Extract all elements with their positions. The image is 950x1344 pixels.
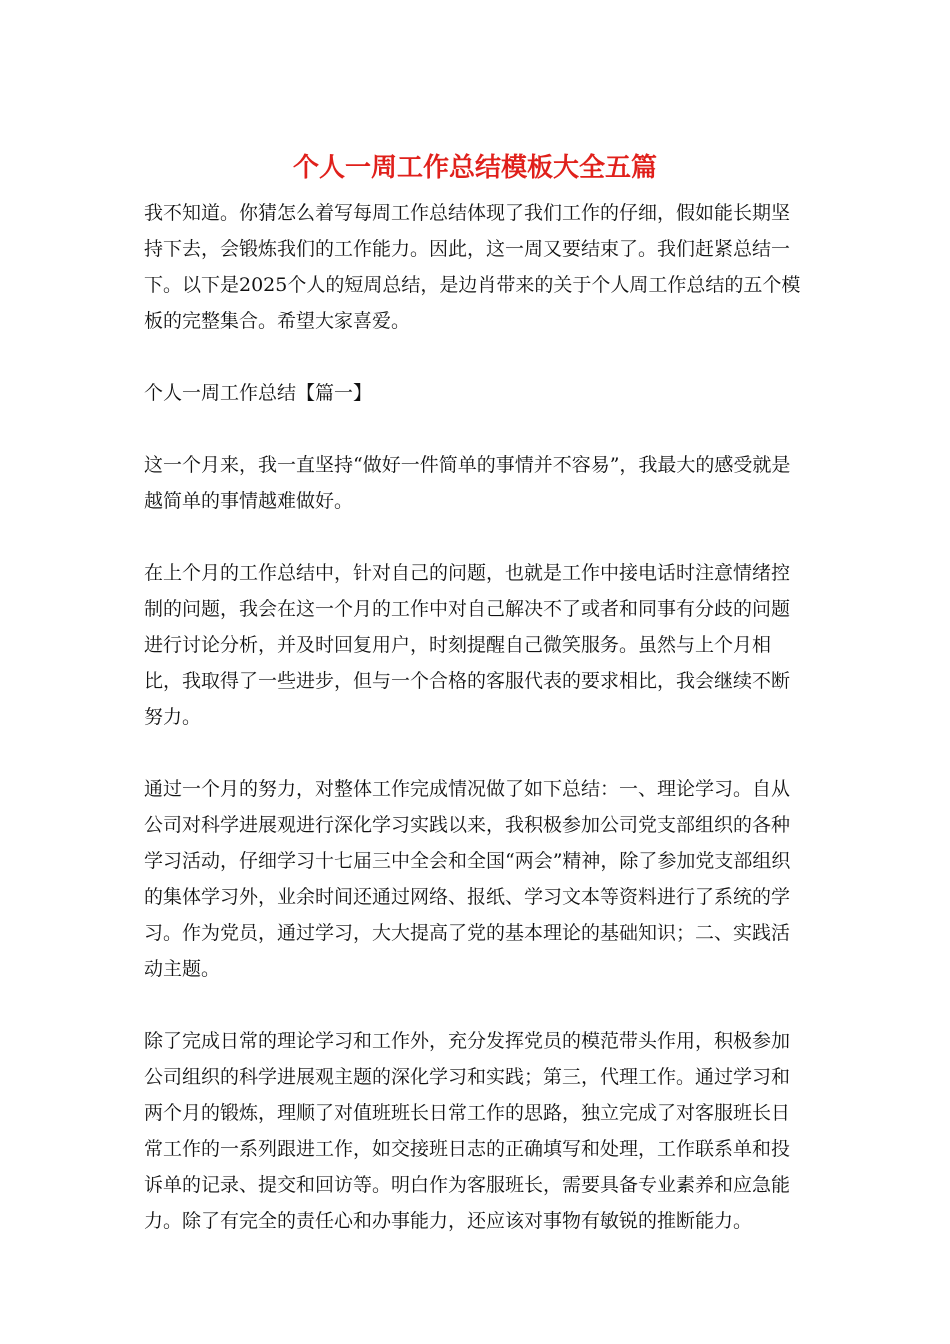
document-title: 个人一周工作总结模板大全五篇: [292, 153, 657, 183]
section-heading: 个人一周工作总结【篇一】: [144, 382, 373, 404]
body-paragraph: 通过一个月的努力，对整体工作完成情况做了如下总结：一、理论学习。自从公司对科学进展观进行深化学习实践以来，我积极参加公司党支部组织的各种学习活动，仔细学习十七届三中全会和全国“两会”精神，除了参加党支部组织的集体学习外，业余时间还通过网络、报纸、学习文本等资料进行了系统的学习。作为党员，通过学习，大大提高了党的基本理论的基础知识；二、实践活动主题。: [144, 778, 791, 980]
document-body: [144, 195, 808, 1275]
body-paragraph: 在上个月的工作总结中，针对自己的问题，也就是工作中接电话时注意情绪控制的问题，我会在这一个月的工作中对自己解决不了或者和同事有分歧的问题进行讨论分析，并及时回复用户，时刻提醒自己微笑服务。虽然与上个月相比，我取得了一些进步，但与一个合格的客服代表的要求相比，我会继续不断努力。: [144, 562, 791, 728]
body-paragraph: 这一个月来，我一直坚持“做好一件简单的事情并不容易”，我最大的感受就是越简单的事情越难做好。: [144, 454, 791, 512]
body-paragraph: 除了完成日常的理论学习和工作外，充分发挥党员的模范带头作用，积极参加公司组织的科学进展观主题的深化学习和实践；第三，代理工作。通过学习和两个月的锻炼，理顺了对值班班长日常工作的思路，独立完成了对客服班长日常工作的一系列跟进工作，如交接班日志的正确填写和处理，工作联系单和投诉单的记录、提交和回访等。明白作为客服班长，需要具备专业素养和应急能力。除了有完全的责任心和办事能力，还应该对事物有敏锐的推断能力。: [144, 1030, 791, 1232]
intro-paragraph: 我不知道。你猜怎么着写每周工作总结体现了我们工作的仔细，假如能长期坚持下去，会锻炼我们的工作能力。因此，这一周又要结束了。我们赶紧总结一下。以下是2025个人的短周总结，是边肖带来的关于个人周工作总结的五个模板的完整集合。希望大家喜爱。: [144, 202, 801, 332]
